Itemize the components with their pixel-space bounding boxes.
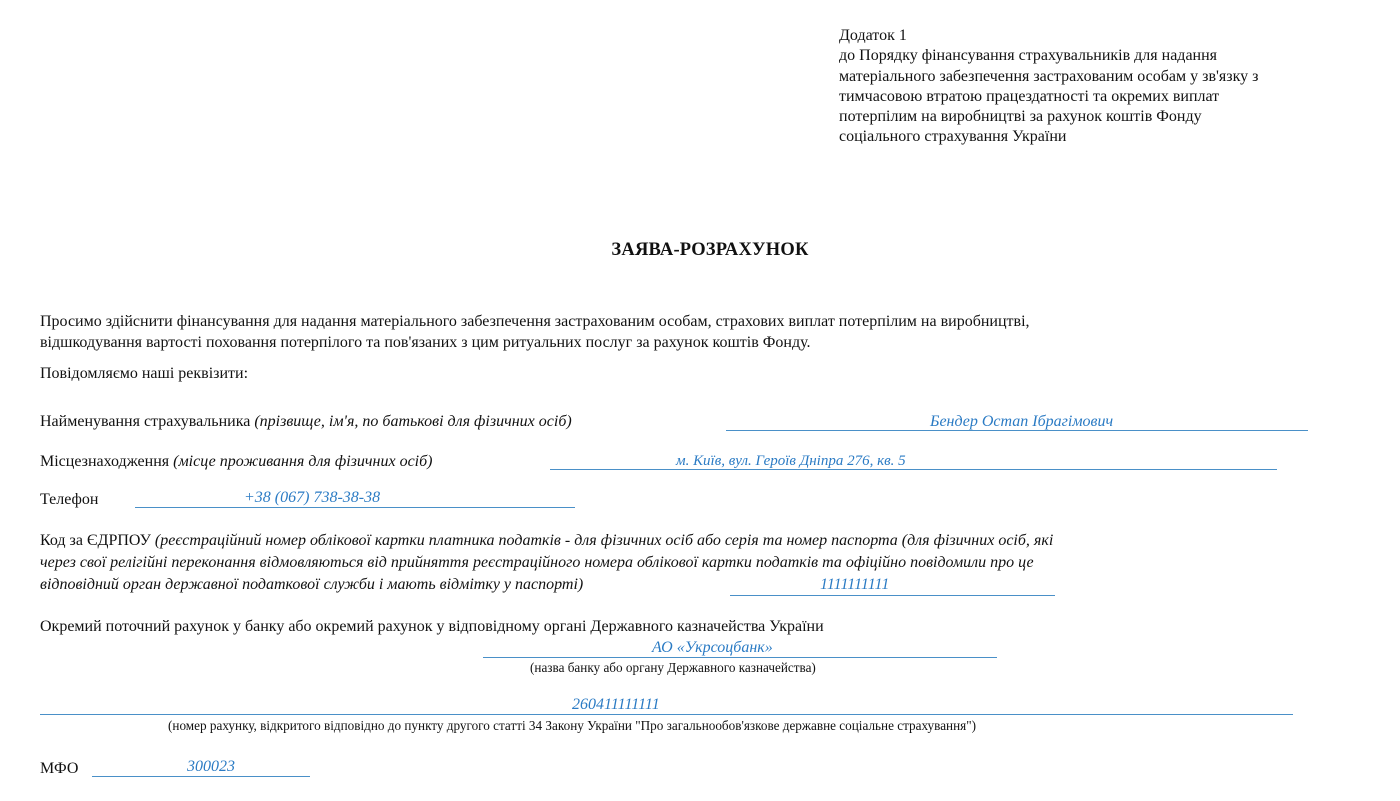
intro-line: Просимо здійснити фінансування для надання матеріального забезпечення застрахованим особам, страхових виплат потерпілим на виробництві, xyxy=(40,313,1030,330)
insurer-field[interactable]: Бендер Остап Ібрагімович xyxy=(930,413,1114,430)
insurer-label: Найменування страхувальника xyxy=(40,413,251,430)
intro-line: відшкодування вартості поховання потерпілого та пов'язаних з цим ритуальних послуг за рахунок коштів Фонду. xyxy=(40,333,811,351)
account-number-underline xyxy=(40,714,1293,715)
location-underline xyxy=(550,469,1277,470)
appendix-line: матеріального забезпечення застрахованим особам у зв'язку з xyxy=(839,67,1259,85)
bank-underline xyxy=(483,657,997,658)
account-number-field[interactable]: 260411111111 xyxy=(572,696,660,713)
insurer-label-group xyxy=(40,413,572,431)
appendix-note xyxy=(839,26,1258,148)
appendix-line: соціального страхування України xyxy=(839,128,1067,146)
intro-paragraph xyxy=(40,312,1030,353)
appendix-line: Додаток 1 xyxy=(839,27,907,44)
account-number-caption: (номер рахунку, відкритого відповідно до пункту другого статті 34 Закону України "Про загальнообов'язкове державне соціальне страхування") xyxy=(168,718,977,733)
mfo-underline xyxy=(92,776,310,777)
edrpou-label-group xyxy=(40,530,1053,596)
appendix-line: потерпілим на виробництві за рахунок коштів Фонду xyxy=(839,108,1202,126)
mfo-label: МФО xyxy=(40,760,79,777)
location-field[interactable]: м. Київ, вул. Героїв Дніпра 276, кв. 5 xyxy=(676,453,906,469)
phone-field[interactable]: +38 (067) 738-38-38 xyxy=(244,489,381,506)
edrpou-underline xyxy=(730,595,1055,596)
notice-text: Повідомляємо наші реквізити: xyxy=(40,365,249,382)
account-label: Окремий поточний рахунок у банку або окремий рахунок у відповідному органі Державного казначейства України xyxy=(40,618,824,635)
bank-field[interactable]: АО «Укрсоцбанк» xyxy=(652,639,773,656)
location-label-group xyxy=(40,453,433,471)
appendix-line: до Порядку фінансування страхувальників для надання xyxy=(839,47,1218,65)
edrpou-field[interactable]: 1111111111 xyxy=(820,576,890,593)
mfo-field[interactable]: 300023 xyxy=(187,758,235,775)
location-label: Місцезнаходження xyxy=(40,453,170,470)
phone-label: Телефон xyxy=(40,491,99,508)
edrpou-hint-line: відповідний орган державної податкової служби і мають відмітку у паспорті) xyxy=(40,576,584,593)
bank-caption: (назва банку або органу Державного казначейства) xyxy=(530,660,816,675)
edrpou-label: Код за ЄДРПОУ xyxy=(40,532,151,549)
edrpou-hint-line: через свої релігійні переконання відмовляються від прийняття реєстраційного номера облікової картки податків та офіційно повідомили про це xyxy=(40,554,1034,571)
phone-underline xyxy=(135,507,575,508)
document-title: ЗАЯВА-РОЗРАХУНОК xyxy=(611,240,809,260)
location-hint: (місце проживання для фізичних осіб) xyxy=(173,453,433,470)
insurer-hint: (прізвище, ім'я, по батькові для фізичних осіб) xyxy=(254,413,572,430)
appendix-line: тимчасовою втратою працездатності та окремих виплат xyxy=(839,87,1220,105)
edrpou-hint-line: (реєстраційний номер облікової картки платника податків - для фізичних осіб або серія та номер паспорта (для фізичних осіб, які xyxy=(154,532,1054,549)
